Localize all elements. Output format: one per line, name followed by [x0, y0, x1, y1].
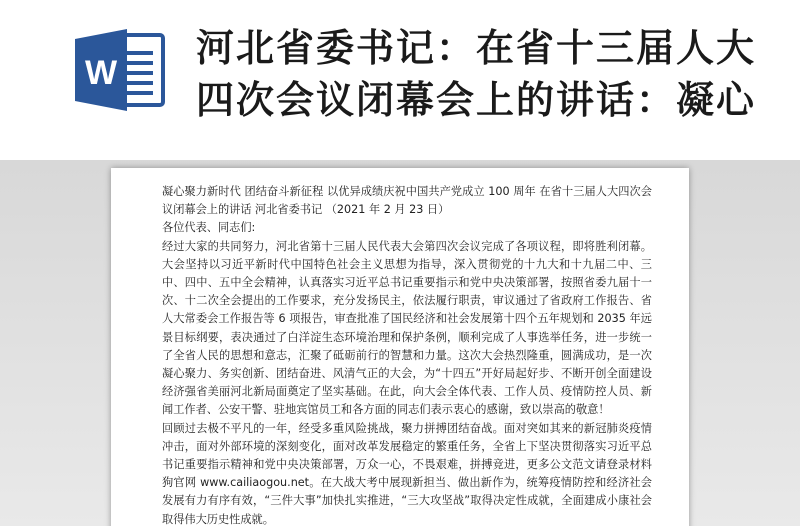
doc-paragraph: 经过大家的共同努力，河北省第十三届人民代表大会第四次会议完成了各项议程，即将胜利闭幕。大会坚持以习近平新时代中国特色社会主义思想为指导，深入贯彻党的十九大和十九届二中、三中、四中、五中全会精神，认真落实习近平总书记重要指示和党中央决策部署，按照省委九届十一次、十二次全会提出的工作要求，充分发扬民主，依法履行职责，审议通过了省政府工作报告、省人大常委会工作报告等 6 项报告，审查批准了国民经济和社会发展第十四个五年规划和 2035 年远景目标纲要，表决通过了白洋淀生态环境治理和保护条例，顺利完成了人事选举任务，进一步统一了全省人民的思想和意志，汇聚了砥砺前行的智慧和力量。这次大会热烈隆重，圆满成功，是一次凝心聚力、务实创新、团结奋进、风清气正的大会，为“十四五”开好局起好步、不断开创全面建设经济强省美丽河北新局面奠定了坚实基础。在此，向大会全体代表、工作人员、疫情防控人员、新闻工作者、公安干警、驻地宾馆员工和各方面的同志们表示衷心的感谢，致以崇高的敬意！ — [162, 239, 652, 417]
word-document-icon — [75, 29, 167, 111]
doc-heading-paragraph: 凝心聚力新时代 团结奋斗新征程 以优异成绩庆祝中国共产党成立 100 周年 在省十三届人大四次会议闭幕会上的讲话 河北省委书记 （2021 年 2 月 23 日） — [162, 185, 652, 217]
document-title: 河北省委书记：在省十三届人大 四次会议闭幕会上的讲话：凝心 — [196, 26, 757, 122]
word-icon-letter: W — [84, 54, 118, 92]
doc-paragraph: 回顾过去极不平凡的一年，经受多重风险挑战，聚力拼搏团结奋战。面对突如其来的新冠肺炎疫情冲击，面对外部环境的深刻变化，面对改革发展稳定的繁重任务，全省上下坚决贯彻落实习近平总书记重要指示精神和党中央决策部署，万众一心，不畏艰难，拼搏竞进，更多公文范文请登录材料狗官网 www.cailiaogou.net。在大战大考中展现新担当、做出新作为，统筹疫情防控和经济社会发展有力有序有效，“三件大事”加快扎实推进，“三大攻坚战”取得决定性成就，全面建成小康社会取得伟大历史性成就。 — [162, 421, 652, 526]
doc-salutation: 各位代表、同志们: — [162, 221, 256, 235]
document-page — [111, 168, 689, 526]
document-body — [162, 183, 652, 526]
header-banner — [0, 0, 800, 160]
